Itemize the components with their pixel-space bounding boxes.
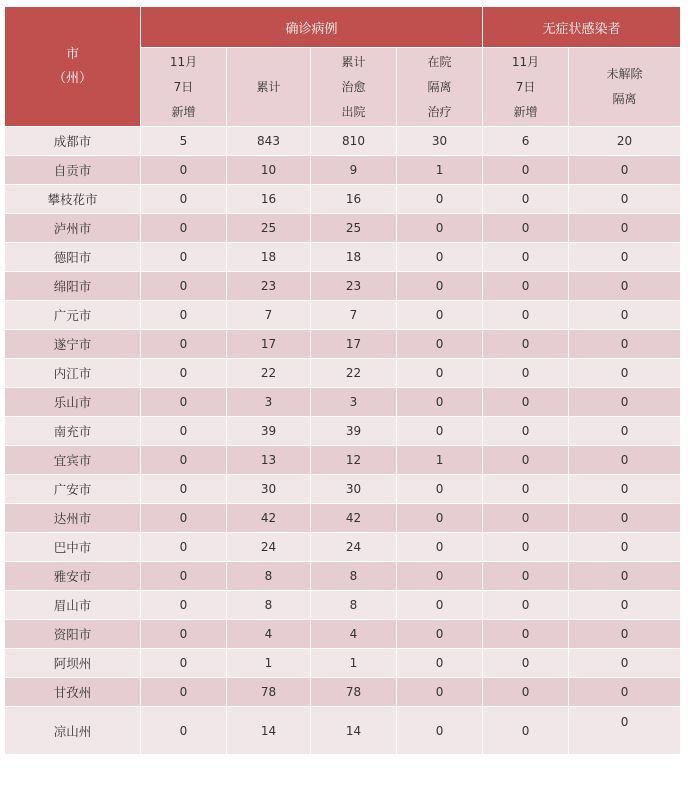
cured-discharged-cell: 14 xyxy=(311,707,397,755)
hospitalized-cell: 0 xyxy=(397,649,483,678)
hospitalized-cell: 0 xyxy=(397,475,483,504)
hospitalized-cell: 0 xyxy=(397,533,483,562)
cured-discharged-cell: 8 xyxy=(311,562,397,591)
asymptomatic-new-cell: 0 xyxy=(483,475,569,504)
cured-discharged-cell: 42 xyxy=(311,504,397,533)
asymptomatic-isolation-cell: 0 xyxy=(569,620,681,649)
table-row xyxy=(5,417,681,446)
asymptomatic-new-cell: 0 xyxy=(483,562,569,591)
asymptomatic-isolation-cell: 0 xyxy=(569,446,681,475)
new-confirmed-cell: 0 xyxy=(141,272,227,301)
asymptomatic-new-cell: 0 xyxy=(483,156,569,185)
new-confirmed-cell: 0 xyxy=(141,678,227,707)
city-header-line1: 市 xyxy=(65,46,79,62)
city-name-cell: 凉山州 xyxy=(5,707,141,755)
cured-discharged-header xyxy=(311,48,397,127)
total-confirmed-cell: 30 xyxy=(227,475,311,504)
hospitalized-cell: 0 xyxy=(397,388,483,417)
city-name-cell: 攀枝花市 xyxy=(5,185,141,214)
city-name-cell: 巴中市 xyxy=(5,533,141,562)
cured-discharged-cell: 810 xyxy=(311,127,397,156)
total-confirmed-cell: 8 xyxy=(227,591,311,620)
confirmed-new-header-line: 新增 xyxy=(171,104,196,119)
city-name-cell: 资阳市 xyxy=(5,620,141,649)
city-name-cell: 阿坝州 xyxy=(5,649,141,678)
asymptomatic-group-header: 无症状感染者 xyxy=(483,7,681,48)
asymptomatic-new-cell: 0 xyxy=(483,214,569,243)
asymptomatic-isolation-cell: 0 xyxy=(569,417,681,446)
hospitalized-cell: 1 xyxy=(397,446,483,475)
cured-discharged-cell: 23 xyxy=(311,272,397,301)
total-confirmed-cell: 16 xyxy=(227,185,311,214)
new-confirmed-cell: 0 xyxy=(141,214,227,243)
table-row xyxy=(5,214,681,243)
confirmed-new-header-line: 7日 xyxy=(173,79,194,94)
hospitalized-cell: 0 xyxy=(397,707,483,755)
table-row xyxy=(5,127,681,156)
total-confirmed-cell: 7 xyxy=(227,301,311,330)
hospitalized-cell: 0 xyxy=(397,504,483,533)
asymptomatic-isolation-cell: 0 xyxy=(569,185,681,214)
cured-discharged-cell: 22 xyxy=(311,359,397,388)
cured-discharged-cell: 4 xyxy=(311,620,397,649)
confirmed-new-header xyxy=(141,48,227,127)
asymptomatic-new-cell: 0 xyxy=(483,446,569,475)
hospitalized-header-line: 隔离 xyxy=(427,79,452,94)
table-row xyxy=(5,243,681,272)
epidemic-statistics-table xyxy=(4,6,681,755)
asymptomatic-new-cell: 0 xyxy=(483,707,569,755)
asymptomatic-isolation-cell: 0 xyxy=(569,504,681,533)
new-confirmed-cell: 0 xyxy=(141,301,227,330)
new-confirmed-cell: 0 xyxy=(141,707,227,755)
new-confirmed-cell: 0 xyxy=(141,562,227,591)
city-name-cell: 乐山市 xyxy=(5,388,141,417)
asymptomatic-isolation-cell: 0 xyxy=(569,707,681,755)
total-confirmed-cell: 39 xyxy=(227,417,311,446)
total-confirmed-cell: 22 xyxy=(227,359,311,388)
hospitalized-cell: 0 xyxy=(397,678,483,707)
city-name-cell: 泸州市 xyxy=(5,214,141,243)
asymptomatic-isolation-cell: 0 xyxy=(569,214,681,243)
table-row xyxy=(5,359,681,388)
asymptomatic-new-cell: 0 xyxy=(483,301,569,330)
confirmed-total-header xyxy=(227,48,311,127)
asymptomatic-isolation-cell: 0 xyxy=(569,301,681,330)
hospitalized-cell: 0 xyxy=(397,417,483,446)
cured-discharged-header-line: 累计 xyxy=(341,54,366,69)
hospitalized-cell: 1 xyxy=(397,156,483,185)
new-confirmed-cell: 0 xyxy=(141,475,227,504)
city-name-cell: 自贡市 xyxy=(5,156,141,185)
table-row xyxy=(5,620,681,649)
asymptomatic-new-cell: 0 xyxy=(483,330,569,359)
city-name-cell: 广元市 xyxy=(5,301,141,330)
city-name-cell: 雅安市 xyxy=(5,562,141,591)
cured-discharged-cell: 8 xyxy=(311,591,397,620)
new-confirmed-cell: 0 xyxy=(141,649,227,678)
asymptomatic-isolation-cell: 20 xyxy=(569,127,681,156)
table-row xyxy=(5,446,681,475)
asymptomatic-isolation-cell: 0 xyxy=(569,388,681,417)
total-confirmed-cell: 843 xyxy=(227,127,311,156)
asymptomatic-new-cell: 0 xyxy=(483,388,569,417)
table-row xyxy=(5,388,681,417)
table-row xyxy=(5,156,681,185)
asymptomatic-new-header-line: 新增 xyxy=(513,104,538,119)
city-name-cell: 眉山市 xyxy=(5,591,141,620)
cured-discharged-cell: 9 xyxy=(311,156,397,185)
total-confirmed-cell: 8 xyxy=(227,562,311,591)
hospitalized-header xyxy=(397,48,483,127)
city-name-cell: 宜宾市 xyxy=(5,446,141,475)
asymptomatic-isolation-header-line: 隔离 xyxy=(612,92,637,106)
table-row xyxy=(5,562,681,591)
cured-discharged-cell: 17 xyxy=(311,330,397,359)
new-confirmed-cell: 0 xyxy=(141,243,227,272)
new-confirmed-cell: 0 xyxy=(141,504,227,533)
cured-discharged-header-line: 出院 xyxy=(341,104,366,119)
hospitalized-cell: 0 xyxy=(397,562,483,591)
city-name-cell: 成都市 xyxy=(5,127,141,156)
total-confirmed-cell: 13 xyxy=(227,446,311,475)
asymptomatic-isolation-cell: 0 xyxy=(569,649,681,678)
asymptomatic-new-cell: 6 xyxy=(483,127,569,156)
hospitalized-cell: 0 xyxy=(397,591,483,620)
asymptomatic-new-cell: 0 xyxy=(483,533,569,562)
total-confirmed-cell: 1 xyxy=(227,649,311,678)
new-confirmed-cell: 0 xyxy=(141,359,227,388)
table-body xyxy=(5,127,681,755)
table-row xyxy=(5,330,681,359)
asymptomatic-isolation-cell: 0 xyxy=(569,562,681,591)
city-name-cell: 绵阳市 xyxy=(5,272,141,301)
total-confirmed-cell: 10 xyxy=(227,156,311,185)
new-confirmed-cell: 0 xyxy=(141,417,227,446)
total-confirmed-cell: 24 xyxy=(227,533,311,562)
cured-discharged-cell: 16 xyxy=(311,185,397,214)
city-column-header xyxy=(5,7,141,127)
asymptomatic-isolation-cell: 0 xyxy=(569,272,681,301)
total-confirmed-cell: 25 xyxy=(227,214,311,243)
city-name-cell: 甘孜州 xyxy=(5,678,141,707)
asymptomatic-isolation-cell: 0 xyxy=(569,243,681,272)
asymptomatic-new-cell: 0 xyxy=(483,272,569,301)
asymptomatic-isolation-cell: 0 xyxy=(569,591,681,620)
asymptomatic-isolation-cell: 0 xyxy=(569,533,681,562)
cured-discharged-cell: 1 xyxy=(311,649,397,678)
asymptomatic-new-cell: 0 xyxy=(483,620,569,649)
asymptomatic-isolation-header-line: 未解除 xyxy=(606,67,643,81)
table-row xyxy=(5,185,681,214)
total-confirmed-cell: 3 xyxy=(227,388,311,417)
new-confirmed-cell: 0 xyxy=(141,388,227,417)
hospitalized-header-line: 在院 xyxy=(427,54,452,69)
new-confirmed-cell: 0 xyxy=(141,533,227,562)
hospitalized-cell: 0 xyxy=(397,359,483,388)
asymptomatic-new-header xyxy=(483,48,569,127)
table-row xyxy=(5,591,681,620)
hospitalized-cell: 0 xyxy=(397,330,483,359)
hospitalized-cell: 30 xyxy=(397,127,483,156)
city-name-cell: 达州市 xyxy=(5,504,141,533)
city-name-cell: 南充市 xyxy=(5,417,141,446)
asymptomatic-new-cell: 0 xyxy=(483,417,569,446)
hospitalized-cell: 0 xyxy=(397,185,483,214)
cured-discharged-cell: 7 xyxy=(311,301,397,330)
new-confirmed-cell: 0 xyxy=(141,620,227,649)
hospitalized-cell: 0 xyxy=(397,243,483,272)
cured-discharged-cell: 12 xyxy=(311,446,397,475)
hospitalized-header-line: 治疗 xyxy=(427,104,452,119)
cured-discharged-cell: 30 xyxy=(311,475,397,504)
asymptomatic-isolation-cell: 0 xyxy=(569,156,681,185)
asymptomatic-new-cell: 0 xyxy=(483,678,569,707)
cured-discharged-cell: 39 xyxy=(311,417,397,446)
city-name-cell: 遂宁市 xyxy=(5,330,141,359)
total-confirmed-cell: 4 xyxy=(227,620,311,649)
asymptomatic-isolation-header xyxy=(569,48,681,127)
asymptomatic-new-header-line: 7日 xyxy=(515,79,536,94)
cured-discharged-cell: 3 xyxy=(311,388,397,417)
table-row xyxy=(5,533,681,562)
new-confirmed-cell: 0 xyxy=(141,591,227,620)
asymptomatic-isolation-cell: 0 xyxy=(569,359,681,388)
new-confirmed-cell: 0 xyxy=(141,446,227,475)
new-confirmed-cell: 0 xyxy=(141,330,227,359)
cured-discharged-header-line: 治愈 xyxy=(341,79,366,94)
asymptomatic-new-cell: 0 xyxy=(483,591,569,620)
cured-discharged-cell: 18 xyxy=(311,243,397,272)
asymptomatic-new-cell: 0 xyxy=(483,649,569,678)
cured-discharged-cell: 78 xyxy=(311,678,397,707)
table-row xyxy=(5,649,681,678)
table-row xyxy=(5,678,681,707)
total-confirmed-cell: 23 xyxy=(227,272,311,301)
asymptomatic-new-cell: 0 xyxy=(483,243,569,272)
cured-discharged-cell: 24 xyxy=(311,533,397,562)
total-confirmed-cell: 78 xyxy=(227,678,311,707)
asymptomatic-new-cell: 0 xyxy=(483,504,569,533)
table-row xyxy=(5,272,681,301)
city-header-line2: （州） xyxy=(52,70,92,86)
city-name-cell: 广安市 xyxy=(5,475,141,504)
city-name-cell: 内江市 xyxy=(5,359,141,388)
table-row xyxy=(5,707,681,755)
confirmed-cases-group-header: 确诊病例 xyxy=(141,7,483,48)
cured-discharged-cell: 25 xyxy=(311,214,397,243)
hospitalized-cell: 0 xyxy=(397,620,483,649)
hospitalized-cell: 0 xyxy=(397,214,483,243)
new-confirmed-cell: 0 xyxy=(141,156,227,185)
table-row xyxy=(5,475,681,504)
table-row xyxy=(5,504,681,533)
total-confirmed-cell: 14 xyxy=(227,707,311,755)
asymptomatic-isolation-cell: 0 xyxy=(569,678,681,707)
asymptomatic-new-cell: 0 xyxy=(483,359,569,388)
asymptomatic-isolation-cell: 0 xyxy=(569,330,681,359)
hospitalized-cell: 0 xyxy=(397,301,483,330)
total-confirmed-cell: 18 xyxy=(227,243,311,272)
new-confirmed-cell: 5 xyxy=(141,127,227,156)
asymptomatic-new-header-line: 11月 xyxy=(511,54,540,69)
confirmed-new-header-line: 11月 xyxy=(169,54,198,69)
new-confirmed-cell: 0 xyxy=(141,185,227,214)
table-row xyxy=(5,301,681,330)
city-name-cell: 德阳市 xyxy=(5,243,141,272)
asymptomatic-new-cell: 0 xyxy=(483,185,569,214)
asymptomatic-isolation-cell: 0 xyxy=(569,475,681,504)
total-confirmed-cell: 42 xyxy=(227,504,311,533)
confirmed-total-header-line: 累计 xyxy=(256,79,281,94)
total-confirmed-cell: 17 xyxy=(227,330,311,359)
hospitalized-cell: 0 xyxy=(397,272,483,301)
